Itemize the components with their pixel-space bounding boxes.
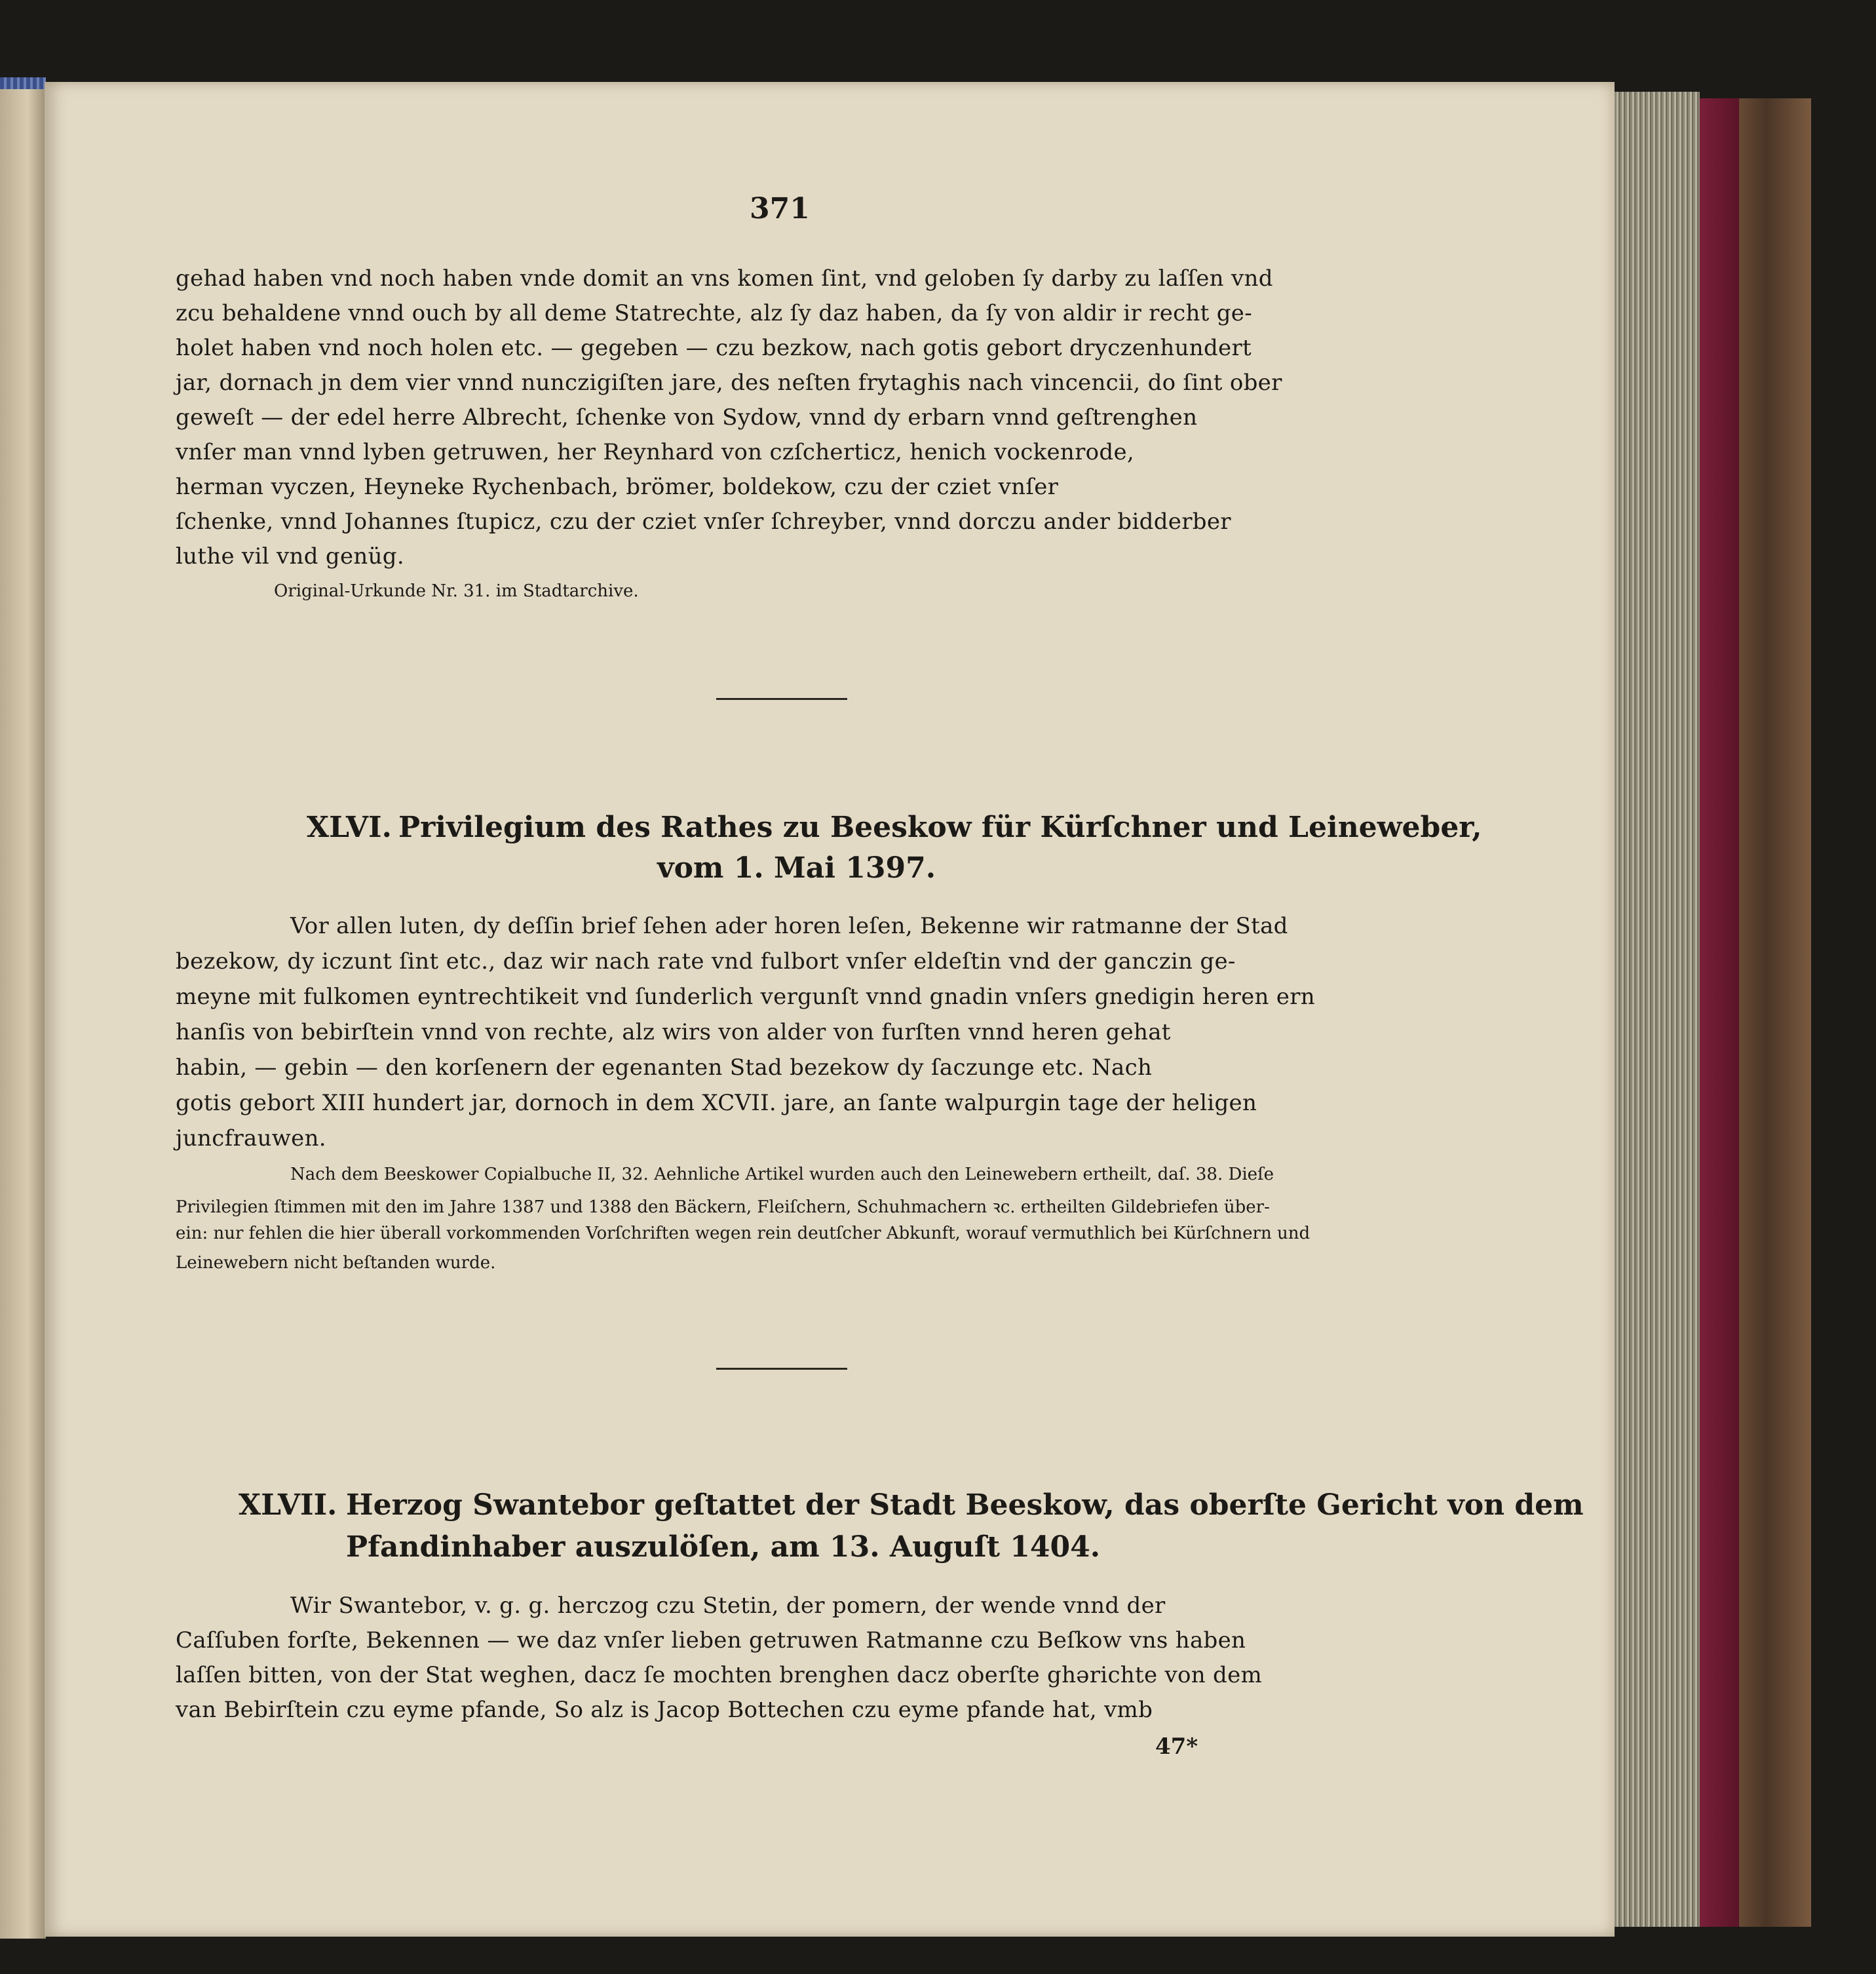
document-title: Herzog Swantebor geſtattet der Stadt Beeskow, das oberſte Gericht von dem xyxy=(346,1488,1584,1522)
footnote-line: ein: nur fehlen die hier überall vorkommenden Vorſchriften wegen rein deutſcher Abkunft, worauf vermuthlich bei Kürſchnern und xyxy=(176,1224,1311,1243)
document-title-date: Pfandinhaber auszulöſen, am 13. Auguſt 1404. xyxy=(346,1530,1101,1564)
section-divider xyxy=(716,698,847,700)
body-line: juncfrauwen. xyxy=(176,1125,326,1152)
body-line: luthe vil vnd genüg. xyxy=(176,543,404,570)
source-note: Original-Urkunde Nr. 31. im Stadtarchive. xyxy=(274,581,639,601)
signature-mark: 47* xyxy=(1155,1733,1198,1760)
body-line: zcu behaldene vnnd ouch by all deme Statrechte, alz ſy daz haben, da ſy von aldir ir recht ge- xyxy=(176,300,1252,326)
body-line: meyne mit fulkomen eyntrechtikeit vnd ſunderlich vergunſt vnnd gnadin vnſers gnedigin heren ern xyxy=(176,984,1315,1010)
book-cover xyxy=(1700,98,1811,1927)
body-line: Caſſuben forſte, Bekennen — we daz vnſer lieben getruwen Ratmanne czu Beſkow vns haben xyxy=(176,1627,1246,1654)
footnote-line: Nach dem Beeskower Copialbuche II, 32. Aehnliche Artikel wurden auch den Leinewebern ertheilt, daſ. 38. Dieſe xyxy=(290,1165,1274,1184)
body-line: geweſt — der edel herre Albrecht, ſchenke von Sydow, vnnd dy erbarn vnnd geſtrenghen xyxy=(176,404,1198,431)
body-line: holet haben vnd noch holen etc. — gegeben — czu bezkow, nach gotis gebort dryczenhundert xyxy=(176,335,1252,361)
body-line: bezekow, dy iczunt ſint etc., daz wir nach rate vnd fulbort vnſer eldeſtin vnd der ganczin ge- xyxy=(176,948,1236,975)
page-edges xyxy=(1615,92,1700,1927)
body-line: vnſer man vnnd lyben getruwen, her Reynhard von czſcherticz, henich vockenrode, xyxy=(176,439,1135,465)
body-line: habin, — gebin — den korſenern der egenanten Stad bezekow dy ſaczunge etc. Nach xyxy=(176,1055,1153,1081)
document-title: Privilegium des Rathes zu Beeskow für Kürſchner und Leineweber, xyxy=(398,811,1482,844)
body-line: Wir Swantebor, v. g. g. herczog czu Stetin, der pomern, der wende vnnd der xyxy=(290,1593,1166,1619)
document-number: XLVII. xyxy=(239,1488,337,1522)
document-number: XLVI. xyxy=(307,811,392,844)
body-line: laſſen bitten, von der Stat weghen, dacz ſe mochten brenghen dacz oberſte ghərichte von dem xyxy=(176,1662,1263,1688)
body-line: gehad haben vnd noch haben vnde domit an vns komen ſint, vnd geloben ſy darby zu laſſen vnd xyxy=(176,265,1273,292)
body-line: ſchenke, vnnd Johannes ſtupicz, czu der cziet vnſer ſchreyber, vnnd dorczu ander bidderber xyxy=(176,509,1231,535)
body-line: gotis gebort XIII hundert jar, dornoch in dem XCVII. jare, an ſante walpurgin tage der heligen xyxy=(176,1090,1257,1116)
page-number: 371 xyxy=(750,192,810,225)
document-title-date: vom 1. Mai 1397. xyxy=(657,851,936,885)
section-divider xyxy=(716,1368,847,1370)
footnote-line: Privilegien ſtimmen mit den im Jahre 1387 und 1388 den Bäckern, Fleiſchern, Schuhmachern ꝛc. ertheilten Gildebriefen über- xyxy=(176,1197,1270,1217)
book-page xyxy=(45,82,1615,1937)
body-line: Vor allen luten, dy deſſin brief ſehen ader horen leſen, Bekenne wir ratmanne der Stad xyxy=(290,913,1288,939)
body-line: jar, dornach jn dem vier vnnd nunczigiſten jare, des neſten frytaghis nach vincencii, do ſint ober xyxy=(176,370,1282,396)
footnote-line: Leinewebern nicht beſtanden wurde. xyxy=(176,1253,496,1273)
body-line: herman vyczen, Heyneke Rychenbach, brömer, boldekow, czu der cziet vnſer xyxy=(176,474,1059,500)
left-page-edge xyxy=(0,77,46,1939)
body-line: hanſis von bebirſtein vnnd von rechte, alz wirs von alder von furſten vnnd heren gehat xyxy=(176,1019,1171,1045)
body-line: van Bebirſtein czu eyme pfande, So alz is Jacop Bottechen czu eyme pfande hat, vmb xyxy=(176,1697,1153,1723)
